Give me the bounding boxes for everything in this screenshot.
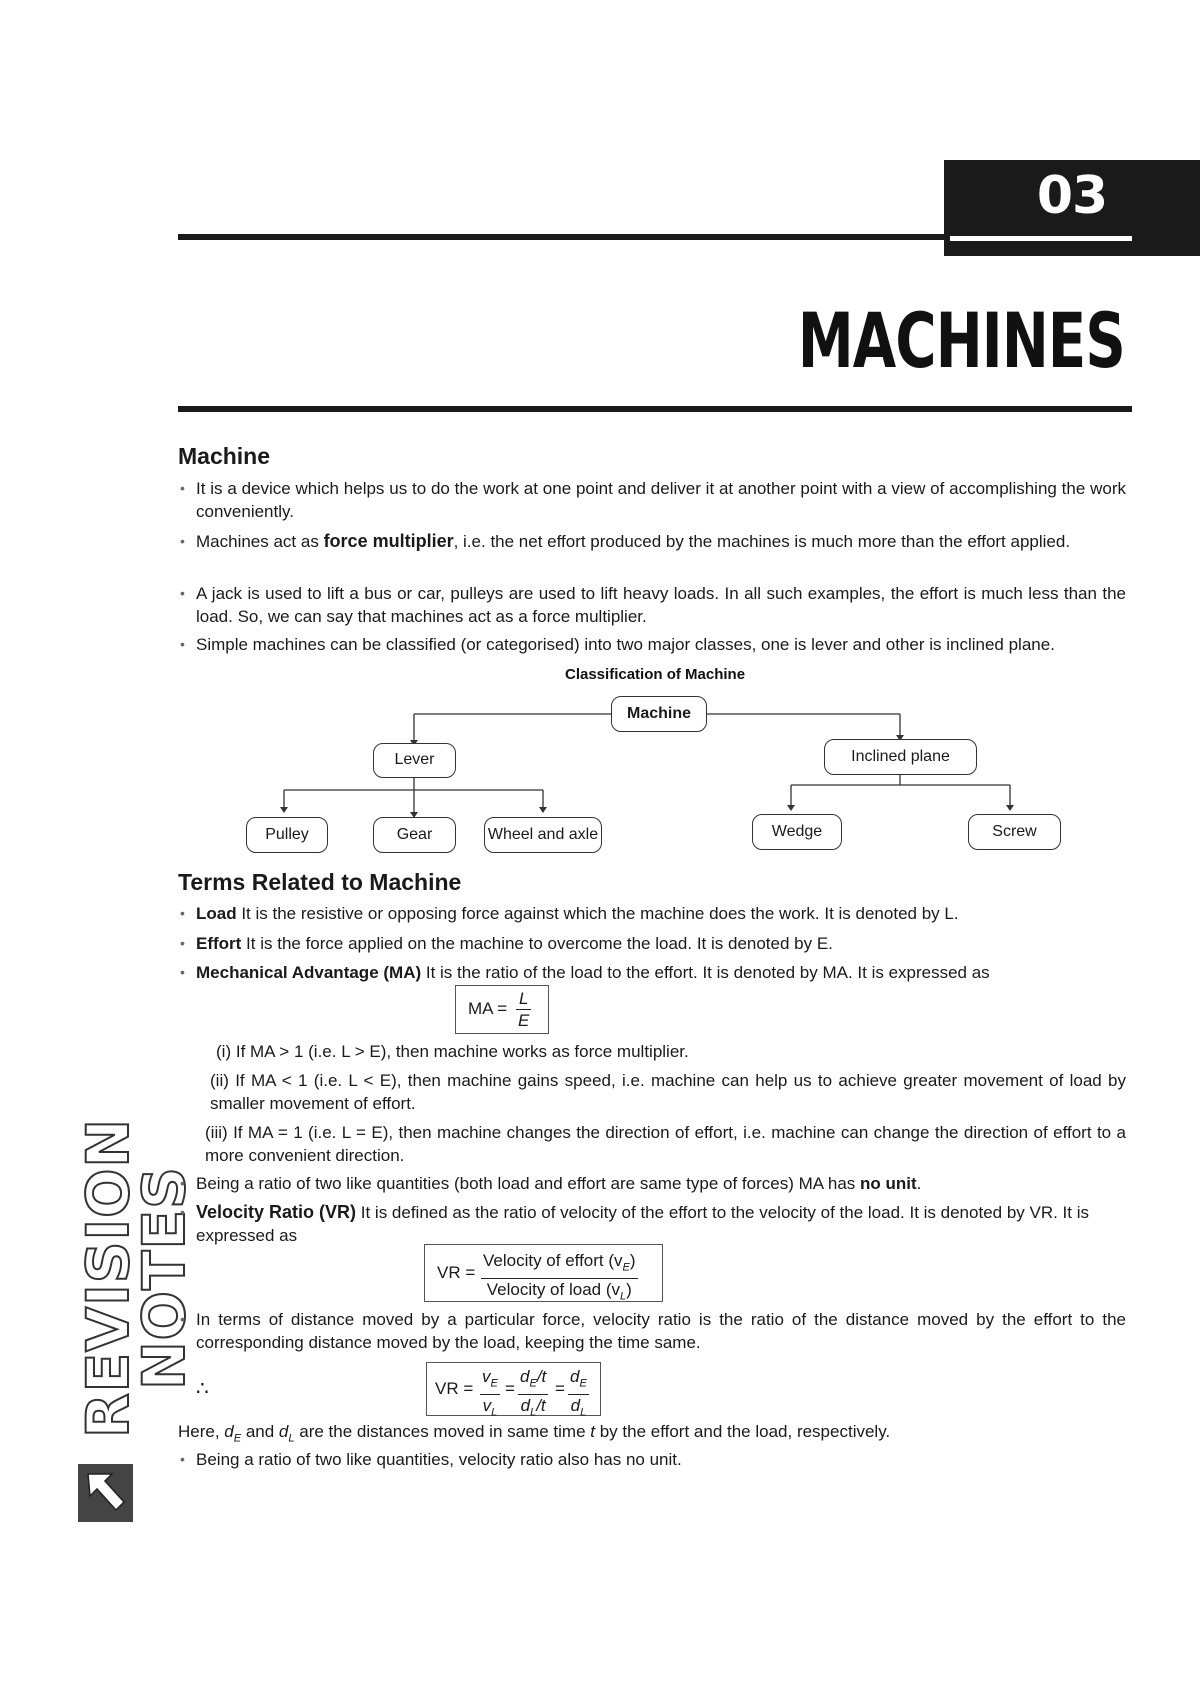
diagram-node-inclined-plane: Inclined plane xyxy=(824,739,977,775)
ma-case-2: (ii) If MA < 1 (i.e. L < E), then machine gains speed, i.e. machine can help us to achieve greater movement of load by smaller movement of effort. xyxy=(210,1071,1126,1113)
terms-heading: Terms Related to Machine xyxy=(178,869,462,895)
list-item: • Being a ratio of two like quantities, velocity ratio also has no unit. xyxy=(196,1448,1126,1471)
here-line: Here, $d_E$ and $d_L$ are the distances moved in same time t by the effort and the load, respectively. xyxy=(178,1422,891,1445)
ma-formula-box: MA = $\frac{L}{E}$ xyxy=(455,985,549,1034)
list-item: • Being a ratio of two like quantities (both load and effort are same type of forces) MA has no unit. xyxy=(196,1172,1126,1195)
vr-distance-formula-box: VR = $\frac{v_E}{v_L}$ = $\frac{d_E/t}{d_L/t}$ = $\frac{d_E}{d_L}$ xyxy=(426,1362,601,1416)
vr-formula-box: VR = Velocity of effort $(v_E)$ Velocity of load $(v_L)$ xyxy=(424,1244,663,1302)
list-item: • Machines act as force multiplier, i.e. the net effort produced by the machines is much more than the effort applied. xyxy=(196,530,1126,553)
list-item: • A jack is used to lift a bus or car, pulleys are used to lift heavy loads. In all such examples, the effort is much less than the load. So, we can say that machines act as a force multiplier. xyxy=(196,582,1126,628)
side-label-text: REVISION NOTES xyxy=(74,1118,198,1438)
diagram-node-gear: Gear xyxy=(373,817,456,853)
arrow-up-left-icon xyxy=(78,1464,133,1522)
list-item: • Load It is the resistive or opposing force against which the machine does the work. It is denoted by L. xyxy=(196,902,1126,925)
therefore-symbol: ∴ xyxy=(196,1378,209,1400)
diagram-node-wedge: Wedge xyxy=(752,814,842,850)
list-item: • Mechanical Advantage (MA) It is the ratio of the load to the effort. It is denoted by MA. It is expressed as xyxy=(196,961,1126,984)
side-label xyxy=(74,1090,198,1520)
chapter-number: 03 xyxy=(1036,166,1108,226)
diagram-node-pulley: Pulley xyxy=(246,817,328,853)
machine-heading: Machine xyxy=(178,443,271,469)
diagram-node-wheel-and-axle: Wheel and axle xyxy=(484,817,602,853)
ma-case-1: (i) If MA > 1 (i.e. L > E), then machine works as force multiplier. xyxy=(216,1042,689,1061)
diagram-node-screw: Screw xyxy=(968,814,1061,850)
list-item: • In terms of distance moved by a particular force, velocity ratio is the ratio of the distance moved by the effort to the corresponding distance moved by the load, keeping the time same. xyxy=(196,1308,1126,1354)
list-item: • Effort It is the force applied on the machine to overcome the load. It is denoted by E. xyxy=(196,932,1126,955)
chapter-title: MACHINES xyxy=(797,296,1125,385)
ma-case-3: (iii) If MA = 1 (i.e. L = E), then machine changes the direction of effort, i.e. machine can change the direction of effort to a more convenient direction. xyxy=(205,1123,1126,1165)
diagram-node-root: Machine xyxy=(611,696,707,732)
list-item: • It is a device which helps us to do the work at one point and deliver it at another point with a view of accomplishing the work conveniently. xyxy=(196,477,1126,523)
diagram-node-lever: Lever xyxy=(373,743,456,778)
diagram-caption: Classification of Machine xyxy=(565,666,746,683)
list-item: • Velocity Ratio (VR) It is defined as the ratio of velocity of the effort to the velocity of the load. It is denoted by VR. It is expressed as xyxy=(196,1201,1126,1247)
list-item: • Simple machines can be classified (or categorised) into two major classes, one is lever and other is inclined plane. xyxy=(196,633,1126,656)
